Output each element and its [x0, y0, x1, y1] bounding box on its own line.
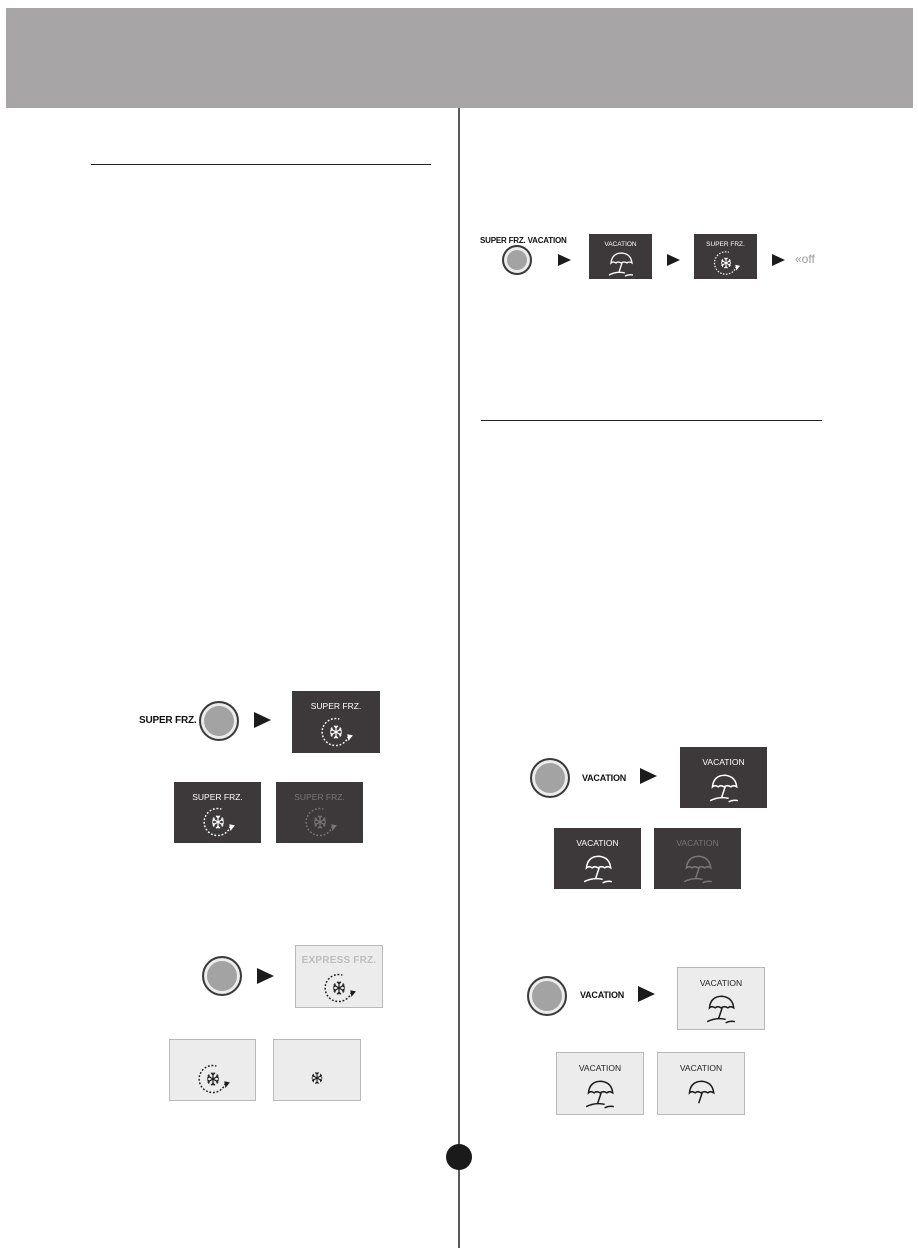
- panel-title: VACATION: [576, 838, 619, 848]
- super-frz-state-on: [174, 782, 261, 843]
- arrow-icon: [257, 968, 274, 984]
- panel-title: SUPER FRZ.: [310, 701, 362, 711]
- off-indicator: «off: [795, 252, 815, 266]
- snowflake-cycle-icon: [195, 1062, 231, 1096]
- sequence-button-label: SUPER FRZ. VACATION: [480, 236, 567, 245]
- vacation-state-on: [554, 828, 641, 889]
- page-number-dot: [446, 1144, 472, 1170]
- arrow-icon: [772, 254, 785, 266]
- sequence-panel-vacation: [589, 234, 652, 279]
- umbrella-icon: [581, 854, 615, 884]
- vacation-light-result-panel: [677, 967, 765, 1030]
- snowflake-cycle-icon: [200, 805, 236, 839]
- super-frz-state-dim: [276, 782, 363, 843]
- panel-title: VACATION: [604, 241, 637, 248]
- sequence-button[interactable]: [502, 245, 532, 275]
- vacation-button-label: VACATION: [582, 773, 627, 783]
- umbrella-icon: [606, 251, 636, 277]
- arrow-icon: [558, 254, 571, 266]
- umbrella-no-sand-icon: [684, 1079, 718, 1109]
- section-rule-right: [481, 420, 822, 421]
- vacation-state-dim: [654, 828, 741, 889]
- express-frz-button[interactable]: [202, 956, 242, 996]
- panel-title: EXPRESS FRZ.: [301, 955, 377, 966]
- snowflake-cycle-icon: [318, 715, 354, 749]
- snowflake-cycle-icon: [711, 249, 741, 277]
- arrow-icon: [667, 254, 680, 266]
- snowflake-icon: [306, 1067, 328, 1089]
- panel-title: VACATION: [702, 757, 745, 767]
- vacation-light-state-sand: [556, 1052, 644, 1115]
- panel-title: SUPER FRZ.: [192, 792, 243, 802]
- vacation-light-button-label: VACATION: [580, 990, 625, 1000]
- vacation-light-button[interactable]: [527, 976, 567, 1016]
- panel-title: VACATION: [676, 838, 719, 848]
- express-frz-state-snowflake: [273, 1039, 361, 1101]
- snowflake-cycle-icon: [321, 971, 357, 1005]
- arrow-icon: [254, 712, 271, 728]
- panel-title: SUPER FRZ.: [294, 792, 345, 802]
- section-rule-left: [91, 164, 431, 165]
- panel-title: VACATION: [578, 1063, 622, 1073]
- umbrella-icon: [707, 773, 741, 803]
- super-frz-button-label: SUPER FRZ.: [139, 715, 197, 726]
- umbrella-icon: [704, 994, 738, 1024]
- super-frz-result-panel: [292, 691, 380, 753]
- vacation-button[interactable]: [530, 758, 570, 798]
- column-divider: [458, 108, 460, 1248]
- panel-title: SUPER FRZ.: [706, 241, 745, 248]
- express-frz-state-cycle: [169, 1039, 256, 1101]
- umbrella-icon: [583, 1079, 617, 1109]
- vacation-light-state-nosand: [657, 1052, 745, 1115]
- panel-title: VACATION: [679, 1063, 723, 1073]
- snowflake-cycle-icon: [302, 805, 338, 839]
- umbrella-icon: [681, 854, 715, 884]
- express-frz-result-panel: [295, 945, 383, 1008]
- super-frz-button[interactable]: [199, 701, 239, 741]
- header-band: [6, 8, 913, 108]
- panel-title: VACATION: [699, 978, 743, 988]
- vacation-result-panel: [680, 747, 767, 808]
- sequence-panel-super-frz: [694, 234, 757, 279]
- arrow-icon: [640, 768, 657, 784]
- arrow-icon: [638, 986, 655, 1002]
